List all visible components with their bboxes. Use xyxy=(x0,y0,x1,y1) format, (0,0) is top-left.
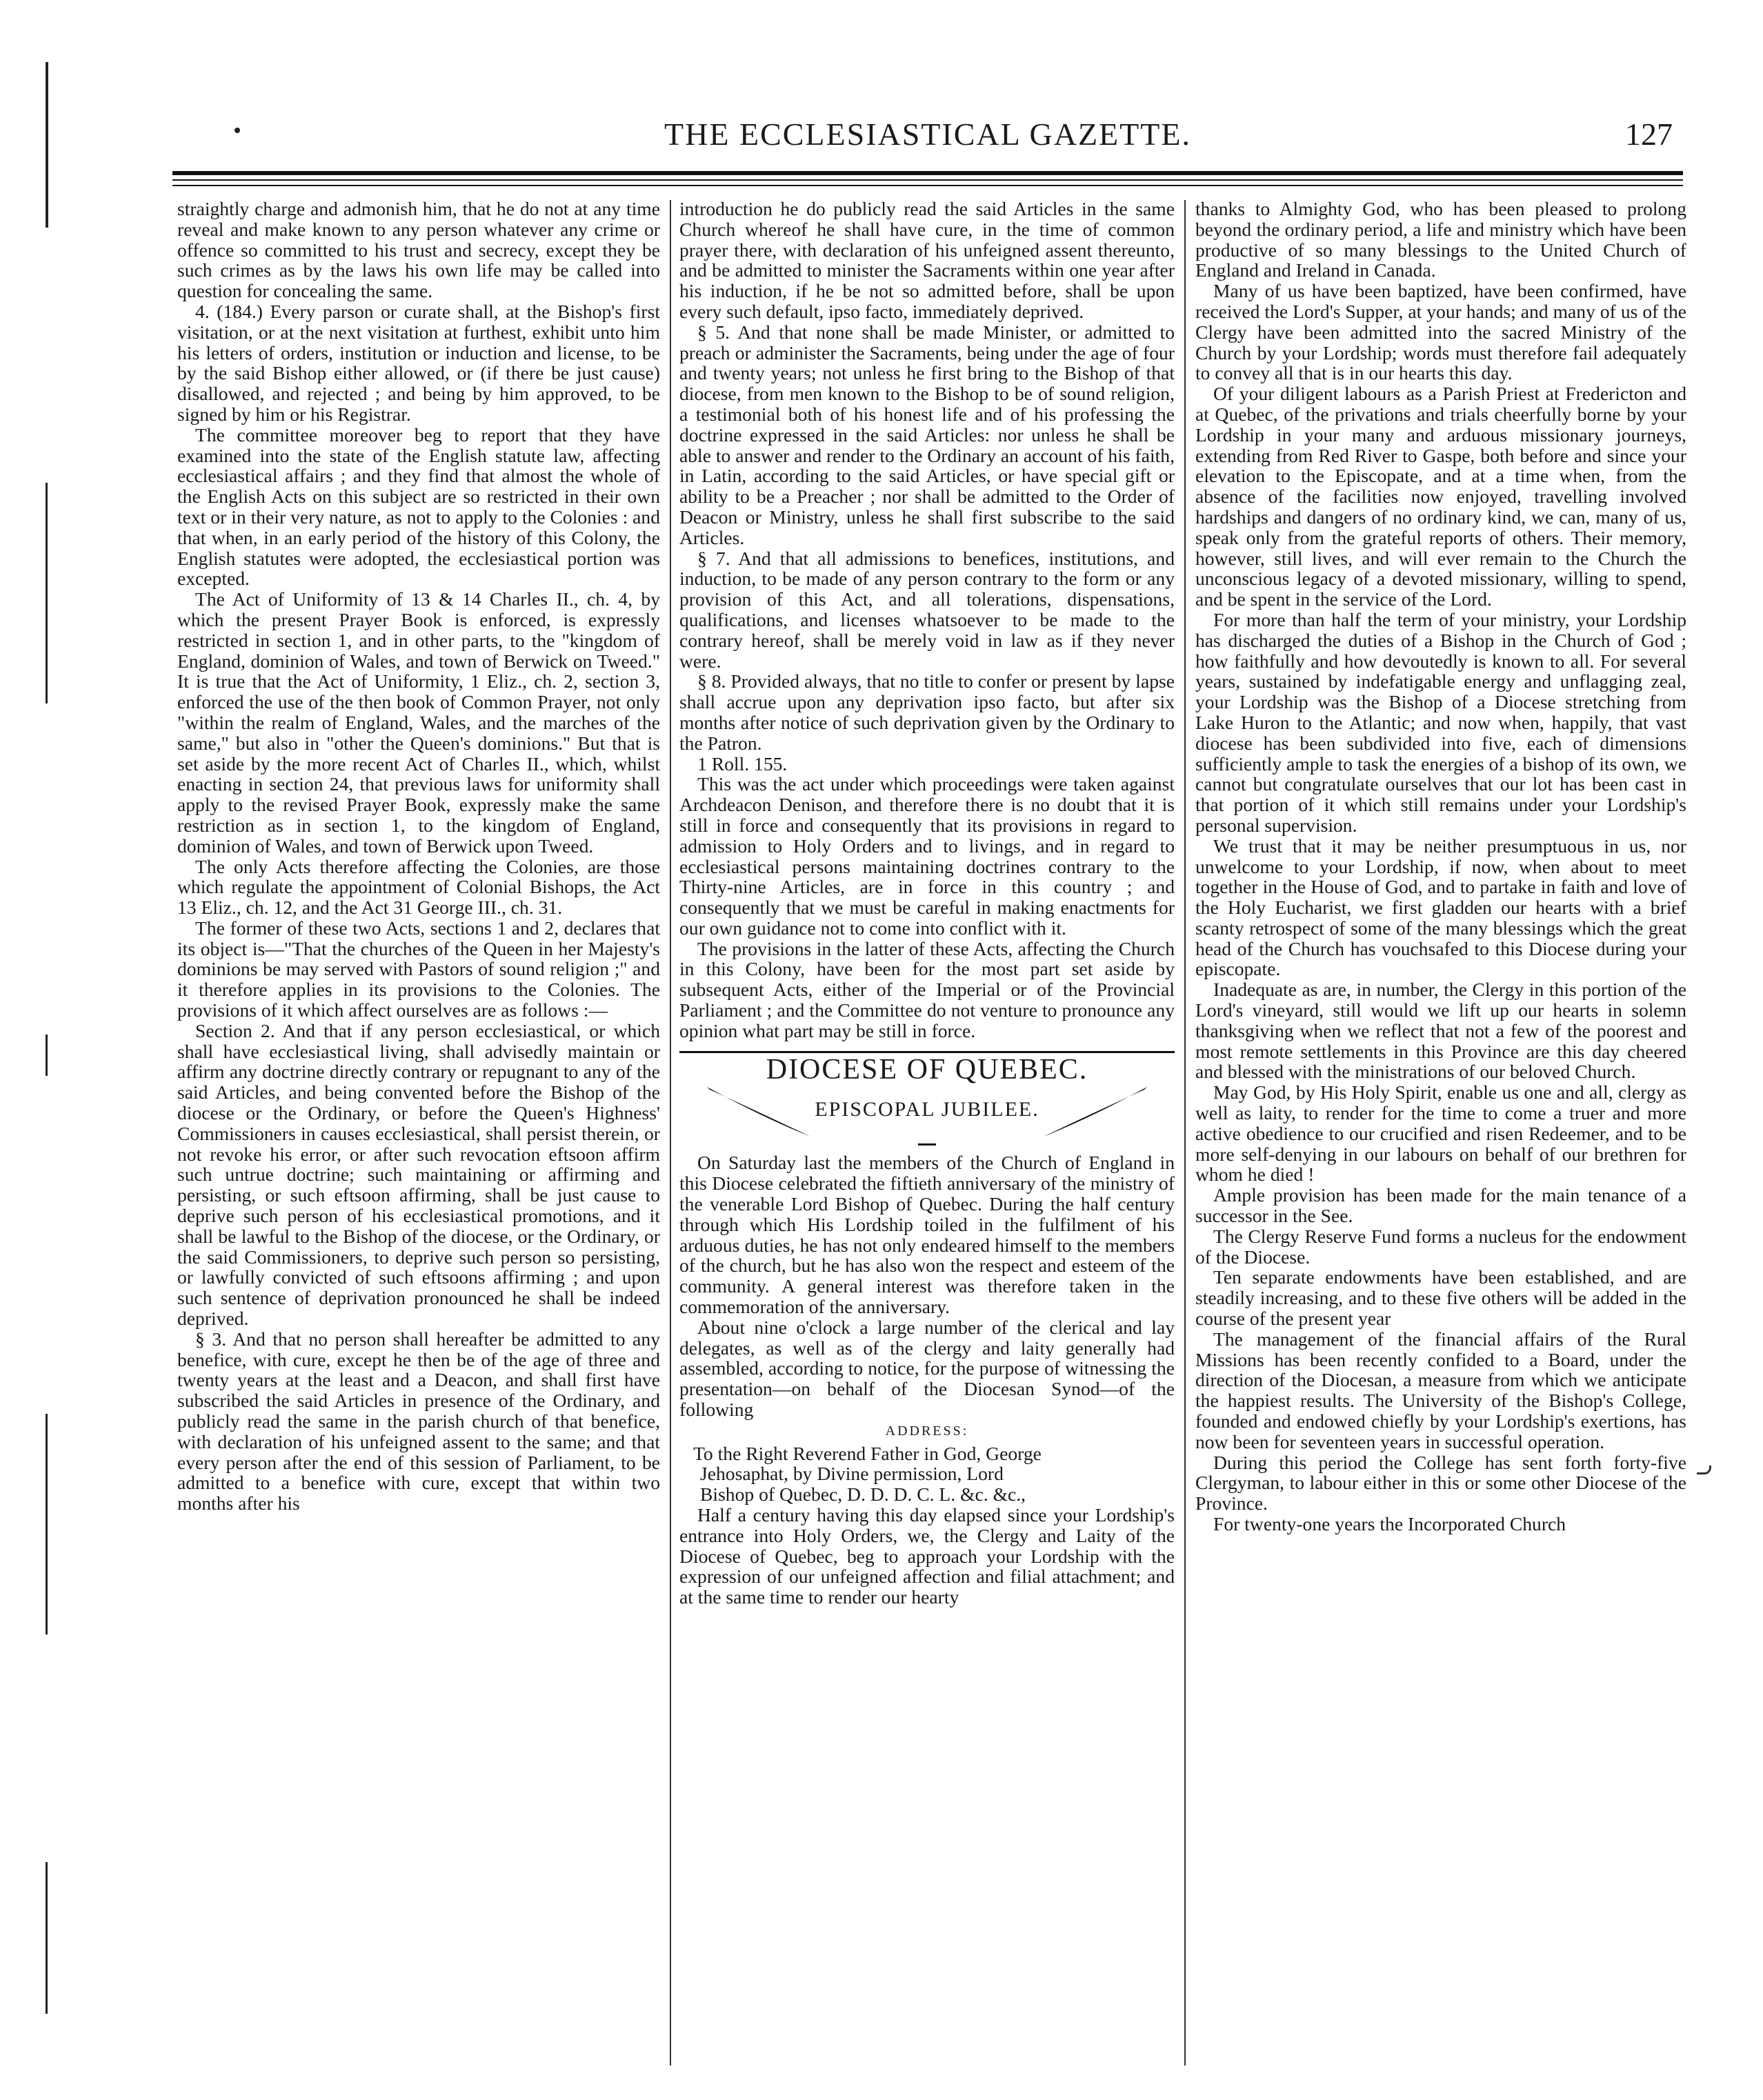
address-line: Jehosaphat, by Divine permission, Lord xyxy=(700,1463,1004,1485)
paragraph: For more than half the term of your ministry, your Lordship has discharged the duties of a Bishop in the Church of God ; how faithfully and how devoutedly is known to all. For several years, sustained by indefatigable energy and unflagging zeal, your Lordship was the Bishop of a Diocese stretching from Lake Huron to the Atlantic; and now when, happily, that vast diocese has been subdivided into five, each of dimensions sufficiently ample to task the energies of a bishop of its own, we cannot but congratulate ourselves that our lot has been cast in that portion of it which still remains under your Lordship's personal supervision. xyxy=(1195,608,1686,836)
column-divider xyxy=(670,200,671,2066)
paragraph: Section 2. And that if any person ecclesiastical, or which shall have ecclesiastical living, shall advisedly maintain or affirm any doctrine directly contrary or repugnant to any of the said Articles, and being convented before the Bishop of the diocese or the Ordinary, or before the Queen's Highness' Commissioners in causes ecclesiastical, shall persist therein, or not revoke his error, or after such revocation eftsoon affirm such untrue doctrine; such maintaining or affirming and persisting, or such eftsoon affirming, shall be just cause to deprive such person of his ecclesiastical promotions, and it shall be lawful to the Bishop of the diocese, or the Ordinary, or the said Commissioners, to deprive such person so persisting, or lawfully convicted of such eftsoons affirming ; and upon such sentence of deprivation pronounced he shall be indeed deprived. xyxy=(177,1019,660,1330)
section-dash xyxy=(918,1143,936,1146)
scan-edge-mark xyxy=(46,1414,48,1634)
address-line: Bishop of Quebec, D. D. D. C. L. &c. &c., xyxy=(700,1483,1026,1506)
scan-edge-mark xyxy=(46,1862,48,2014)
header-rule xyxy=(172,185,1683,186)
column-right xyxy=(1195,199,1686,2071)
address-label: ADDRESS: xyxy=(885,1423,969,1439)
paragraph: About nine o'clock a large number of the clerical and lay delegates, as well as of the clergy and laity generally had assembled, according to notice, for the purpose of witnessing the presentation—on behalf of the Diocesan Synod—of the following xyxy=(679,1316,1175,1421)
scan-edge-mark xyxy=(46,1034,48,1076)
section-rule xyxy=(679,1051,1175,1053)
paragraph: We trust that it may be neither presumptuous in us, nor unwelcome to your Lordship, if now, when about to meet together in the House of God, and to partake in faith and love of the Holy Eucharist, we first gladden our hearts with a brief scanty retrospect of some of the many blessings which the great head of the Church has vouchsafed to this Diocese during your episcopate. xyxy=(1195,834,1686,980)
header-rule xyxy=(172,171,1683,175)
margin-pencil-mark xyxy=(1697,1466,1711,1474)
paragraph: Ten separate endowments have been established, and are steadily increasing, and to these five others will be added in the course of the present year xyxy=(1195,1266,1686,1330)
paragraph: The provisions in the latter of these Acts, affecting the Church in this Colony, have been for the most part set aside by subsequent Acts, either of the Imperial or of the Provincial Parliament ; and the Committee do not venture to pronounce any opinion what part may be still in force. xyxy=(679,937,1175,1041)
section-subtitle: EPISCOPAL JUBILEE. xyxy=(815,1098,1039,1121)
paragraph: Of your diligent labours as a Parish Priest at Fredericton and at Quebec, of the privations and trials cheerfully borne by your Lordship in your many and arduous missionary journeys, extending from Red River to Gaspe, both before and since your elevation to the Episcopate, and at a time when, from the absence of the facilities now enjoyed, travelling involved hardships and dangers of no ordinary kind, we can, many of us, speak only from the grateful reports of others. Their memory, however, still lives, and will ever remain to the Church the unconscious legacy of a devoted missionary, willing to spend, and be spent in the service of the Lord. xyxy=(1195,383,1686,610)
paragraph: § 3. And that no person shall hereafter be admitted to any benefice, with cure, except he then be of the age of three and twenty years at the least and a Deacon, and shall first have subscribed the said Articles in presence of the Ordinary, and publicly read the same in the parish church of that benefice, with declaration of his unfeigned assent to the same; and that every person after the end of this session of Parliament, to be admitted to a benefice with cure, except that within two months after his xyxy=(177,1328,660,1514)
page-header xyxy=(172,116,1683,157)
page-title: THE ECCLESIASTICAL GAZETTE. xyxy=(664,117,1191,152)
scan-edge-mark xyxy=(46,62,48,228)
paragraph: During this period the College has sent forth forty-five Clergyman, to labour either in this or some other Diocese of the Province. xyxy=(1195,1451,1686,1514)
paragraph: The former of these two Acts, sections 1 and 2, declares that its object is—"That the churches of the Queen in her Majesty's dominions be may served with Pastors of sound religion ;" and it therefore applies in its provisions to the Colonies. The provisions of it which affect ourselves are as follows :— xyxy=(177,917,660,1021)
column-left xyxy=(177,199,660,2071)
paragraph: The Clergy Reserve Fund forms a nucleus for the endowment of the Diocese. xyxy=(1195,1225,1686,1268)
paragraph: For twenty-one years the Incorporated Church xyxy=(1213,1513,1566,1534)
paragraph: The committee moreover beg to report that they have examined into the state of the English statute law, affecting ecclesiastical affairs ; and they find that almost the whole of the English Acts on this subject are so restricted in their own text or in their very nature, as not to apply to the Colonies : and that when, in an early period of the history of this Colony, the English statutes were adopted, the ecclesiastical portion was excepted. xyxy=(177,423,660,590)
column-middle xyxy=(679,199,1175,2071)
section-title: DIOCESE OF QUEBEC. xyxy=(766,1053,1088,1086)
paragraph: Ample provision has been made for the main tenance of a successor in the See. xyxy=(1195,1184,1686,1227)
header-rule xyxy=(172,179,1683,181)
paragraph: On Saturday last the members of the Church of England in this Diocese celebrated the fiftieth anniversary of the ministry of the venerable Lord Bishop of Quebec. During the half century through which His Lordship toiled in the fulfilment of his arduous duties, he has not only endeared himself to the members of the church, but he has also won the respect and esteem of the community. A general interest was therefore taken in the commemoration of the anniversary. xyxy=(679,1152,1175,1318)
paragraph: § 8. Provided always, that no title to confer or present by lapse shall accrue upon any deprivation ipso facto, but after six months after notice of such deprivation given by the Ordinary to the Patron. xyxy=(679,670,1175,754)
paragraph: 4. (184.) Every parson or curate shall, at the Bishop's first visitation, or at the next visitation at furthest, exhibit unto him his letters of orders, institution or induction and license, to be by the said Bishop either allowed, or (if there be just cause) disallowed, and rejected ; and being by him approved, to be signed by him or his Registrar. xyxy=(177,300,660,425)
citation: 1 Roll. 155. xyxy=(697,752,788,774)
paragraph: The management of the financial affairs of the Rural Missions has been recently confided to a Board, under the direction of the Diocesan, a measure from which we anticipate the happiest results. The University of the Bishop's College, founded and endowed chiefly by your Lordship's exertions, has now been for seventeen years in successful operation. xyxy=(1195,1328,1686,1452)
paragraph: The only Acts therefore affecting the Colonies, are those which regulate the appointment of Colonial Bishops, the Act 13 Eliz., ch. 12, and the Act 31 George III., ch. 31. xyxy=(177,855,660,919)
paragraph: thanks to Almighty God, who has been pleased to prolong beyond the ordinary period, a life and ministry which have been productive of so many blessings to the United Church of England and Ireland in Canada. xyxy=(1195,199,1686,281)
paragraph: straightly charge and admonish him, that he do not at any time reveal and make known to any person whatever any crime or offence so committed to his trust and secrecy, except they be such crimes as by the laws his own life may be called into question for concealing the same. xyxy=(177,199,660,302)
paragraph: § 5. And that none shall be made Minister, or admitted to preach or administer the Sacraments, being under the age of four and twenty years; not unless he first bring to the Bishop of that diocese, from men known to the Bishop to be of sound religion, a testimonial both of his honest life and of his professing the doctrine expressed in the said Articles: nor unless he shall be able to answer and render to the Ordinary an account of his faith, in Latin, according to the said Articles, or have special gift or ability to be a Preacher ; nor shall be admitted to the Order of Deacon or Ministry, unless he shall first subscribe to the said Articles. xyxy=(679,321,1175,548)
paragraph: introduction he do publicly read the said Articles in the same Church whereof he shall have cure, in the time of common prayer there, with declaration of his unfeigned assent thereunto, and be admitted to minister the Sacraments within one year after his induction, if he be not so admitted before, shall be upon every such default, ipso facto, immediately deprived. xyxy=(679,199,1175,322)
paragraph: The Act of Uniformity of 13 & 14 Charles II., ch. 4, by which the present Prayer Book is enforced, is expressly restricted in section 1, and in other parts, to the "kingdom of England, dominion of Wales, and town of Berwick on Tweed." It is true that the Act of Uniformity, 1 Eliz., ch. 2, section 3, enforced the use of the then book of Common Prayer, not only "within the realm of England, Wales, and the marches of the same," but also in "other the Queen's dominions." But that is set aside by the more recent Act of Charles II., which, whilst enacting in section 24, that previous laws for uniformity shall apply to the revised Prayer Book, expressly make the same restriction as in section 1, to the kingdom of England, dominion of Wales, and town of Berwick upon Tweed. xyxy=(177,588,660,857)
scan-edge-mark xyxy=(46,483,48,703)
address-line: To the Right Reverend Father in God, George xyxy=(693,1442,1042,1464)
paragraph: Inadequate as are, in number, the Clergy in this portion of the Lord's vineyard, still would we lift up our hearts in solemn thanksgiving when we reflect that not a few of the poorest and most remote settlements in this Province are this day cheered and blessed with the ministrations of our beloved Church. xyxy=(1195,979,1686,1083)
paragraph: May God, by His Holy Spirit, enable us one and all, clergy as well as laity, to render for the time to come a truer and more active obedience to our crucified and risen Redeemer, and to be more self-denying in our labours on behalf of our brethren for whom he died ! xyxy=(1195,1081,1686,1186)
paragraph: Half a century having this day elapsed since your Lordship's entrance into Holy Orders, we, the Clergy and Laity of the Diocese of Quebec, beg to approach your Lordship with the expression of our unfeigned affection and filial attachment; and at the same time to render our hearty xyxy=(679,1504,1175,1608)
paragraph: This was the act under which proceedings were taken against Archdeacon Denison, and therefore there is no doubt that it is still in force and consequently that its provisions in regard to admission to Holy Orders and to livings, and in regard to ecclesiastical persons maintaining doctrines contrary to the Thirty-nine Articles, are in force in this country ; and consequently that we must be careful in making enactments for our own guidance not to come into conflict with it. xyxy=(679,773,1175,939)
address-salutation xyxy=(679,1443,1175,1505)
column-divider xyxy=(1184,200,1186,2066)
paragraph: Many of us have been baptized, have been confirmed, have received the Lord's Supper, at your hands; and many of us of the Clergy have been admitted into the sacred Ministry of the Church by your Lordship; words must therefore fail adequately to convey all that is in our hearts this day. xyxy=(1195,280,1686,384)
page-number: 127 xyxy=(1625,117,1673,152)
paragraph: § 7. And that all admissions to benefices, institutions, and induction, to be made of any person contrary to the form or any provision of this Act, and all tolerations, dispensations, qualifications, and licenses whatsoever to be made to the contrary hereof, shall be merely void in law as if they never were. xyxy=(679,547,1175,672)
section-flourish xyxy=(679,1083,1175,1139)
